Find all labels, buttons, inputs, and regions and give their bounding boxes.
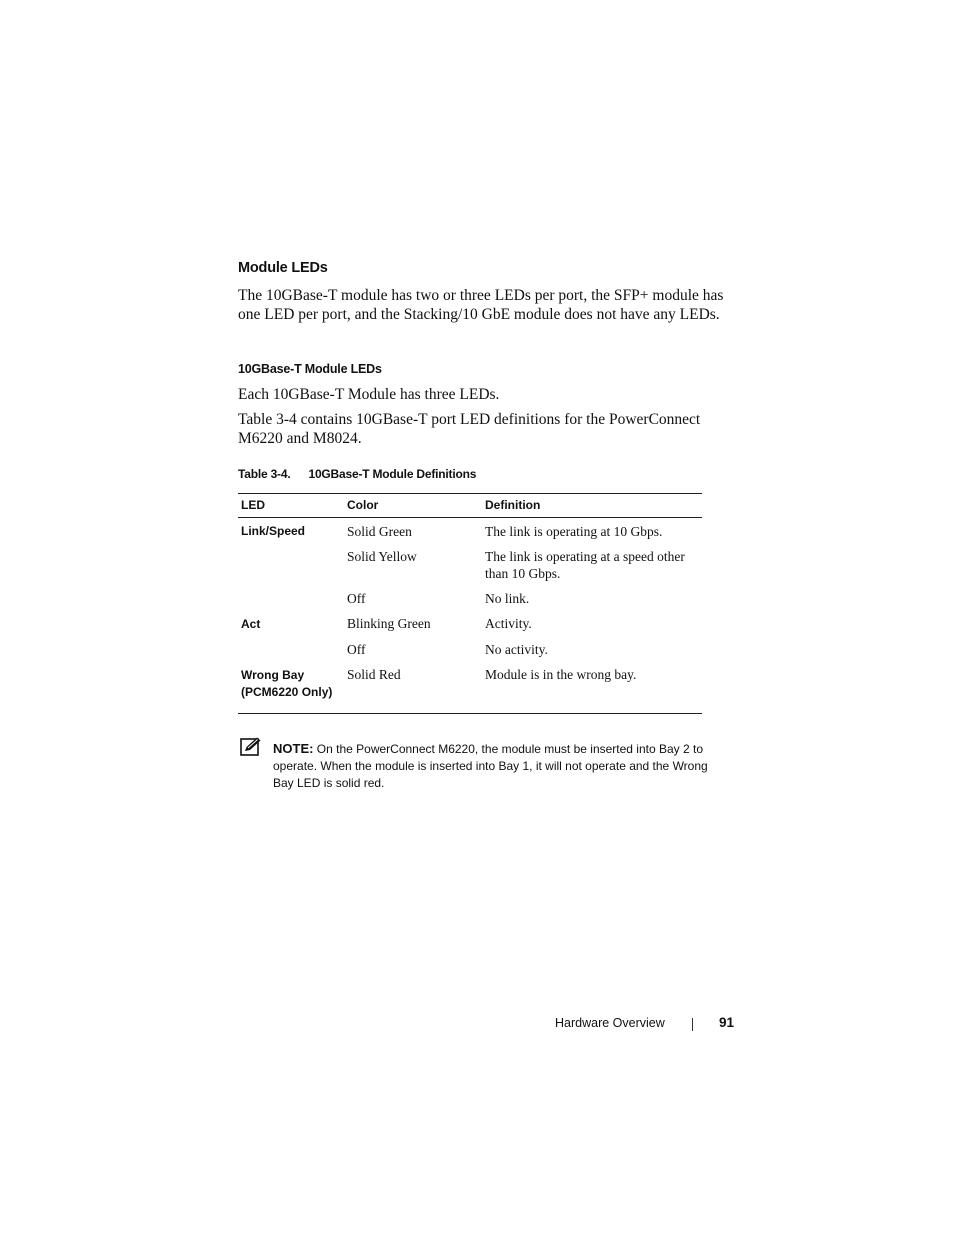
definition-cell: No link.	[485, 591, 530, 606]
body-paragraph: Each 10GBase-T Module has three LEDs.	[238, 386, 500, 403]
body-paragraph: Table 3-4 contains 10GBase-T port LED definitions for the PowerConnect M6220 and M8024.	[238, 411, 701, 447]
table-header-row	[238, 494, 702, 518]
led-cell: Act	[241, 617, 261, 631]
led-cell	[238, 639, 344, 664]
color-cell: Solid Yellow	[347, 549, 417, 564]
table-row	[238, 639, 702, 664]
note-block	[273, 740, 728, 792]
intro-paragraph: The 10GBase-T module has two or three LEDs per port, the SFP+ module has one LED per port, and the Stacking/10 GbE module does not have any LEDs.	[238, 287, 724, 323]
definition-cell: The link is operating at a speed other than 10 Gbps.	[485, 549, 685, 581]
header-led: LED	[238, 494, 344, 518]
color-cell: Solid Red	[347, 667, 401, 682]
color-cell: Off	[347, 642, 366, 657]
led-definitions-table	[238, 493, 702, 714]
table-row	[238, 546, 702, 588]
table-row	[238, 664, 702, 714]
table-caption-number: Table 3-4.	[238, 467, 291, 481]
led-cell: Link/Speed	[241, 524, 306, 538]
note-text: On the PowerConnect M6220, the module must be inserted into Bay 2 to operate. When the module is inserted into Bay 1, it will not operate and the Wrong Bay LED is solid red.	[273, 742, 708, 790]
definition-cell: The link is operating at 10 Gbps.	[485, 524, 663, 539]
footer-section-title: Hardware Overview	[555, 1016, 665, 1030]
table-body	[238, 518, 702, 714]
page-number: 91	[719, 1015, 735, 1030]
table-caption	[238, 467, 476, 481]
footer-separator	[692, 1018, 693, 1031]
sub-heading: 10GBase-T Module LEDs	[238, 362, 382, 376]
header-color: Color	[344, 494, 482, 518]
table-row	[238, 588, 702, 613]
pencil-note-icon	[240, 737, 261, 756]
section-heading: Module LEDs	[238, 260, 328, 276]
table-row	[238, 518, 702, 547]
table-caption-title: 10GBase-T Module Definitions	[308, 467, 477, 481]
led-cell	[238, 546, 344, 588]
color-cell: Blinking Green	[347, 616, 431, 631]
table-row	[238, 613, 702, 639]
color-cell: Off	[347, 591, 366, 606]
header-definition: Definition	[482, 494, 702, 518]
led-cell: Wrong Bay (PCM6220 Only)	[241, 668, 333, 699]
definition-cell: Activity.	[485, 616, 532, 631]
note-label: NOTE:	[273, 741, 314, 756]
led-cell	[238, 588, 344, 613]
definition-cell: No activity.	[485, 642, 548, 657]
color-cell: Solid Green	[347, 524, 412, 539]
definition-cell: Module is in the wrong bay.	[485, 667, 637, 682]
